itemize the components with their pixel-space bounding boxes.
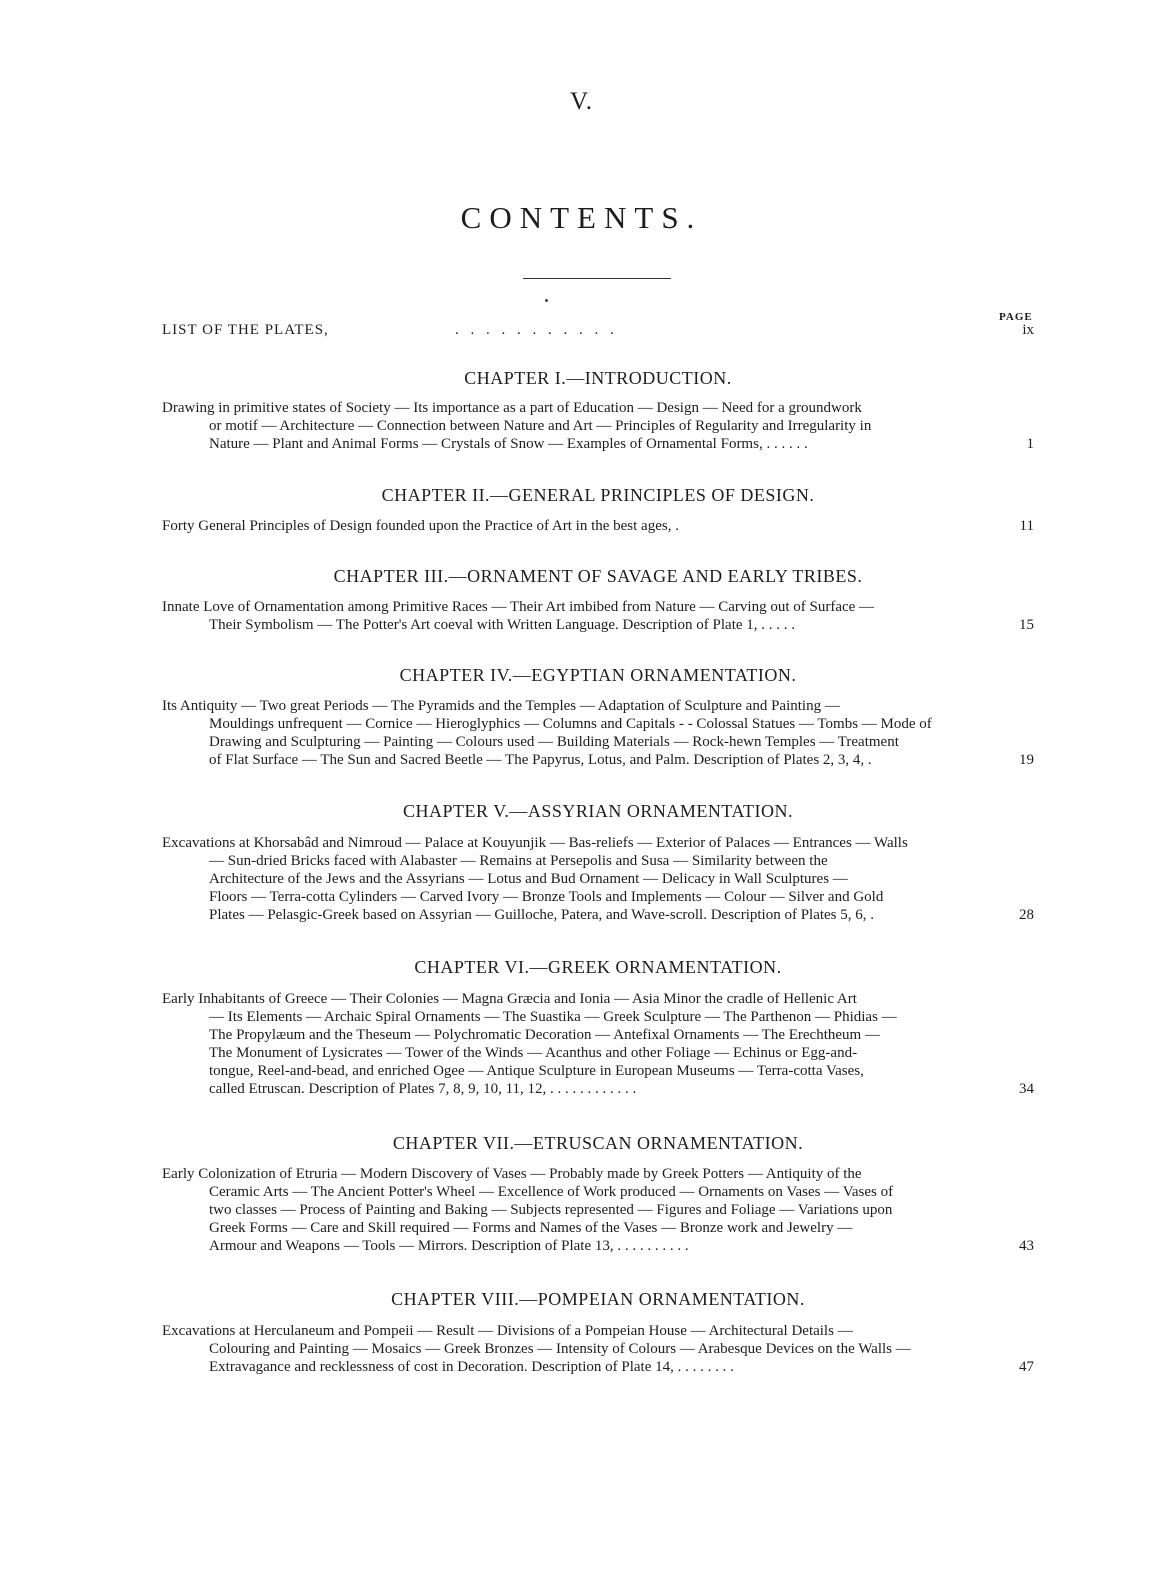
entry-line: The Propylæum and the Theseum — Polychromatic Decoration — Antefixal Ornaments — The Erechtheum — bbox=[209, 1027, 880, 1043]
entry-line: Innate Love of Ornamentation among Primitive Races — Their Art imbibed from Nature — Carving out of Surface — bbox=[162, 599, 875, 615]
entry-page-number: 43 bbox=[1019, 1238, 1034, 1254]
ornament-dot bbox=[545, 299, 548, 302]
entry-line: two classes — Process of Painting and Baking — Subjects represented — Figures and Foliage — Variations upon bbox=[209, 1202, 893, 1218]
entry-page-number: 28 bbox=[1019, 907, 1034, 923]
chapter-heading: CHAPTER VI.—GREEK ORNAMENTATION. bbox=[414, 957, 782, 977]
chapter-heading: CHAPTER IV.—EGYPTIAN ORNAMENTATION. bbox=[399, 665, 797, 685]
chapter-entry bbox=[162, 399, 1034, 453]
chapter-entry bbox=[162, 517, 1034, 535]
chapter-heading: CHAPTER V.—ASSYRIAN ORNAMENTATION. bbox=[403, 801, 793, 821]
chapter-heading: CHAPTER VIII.—POMPEIAN ORNAMENTATION. bbox=[391, 1289, 805, 1309]
chapter-entry bbox=[162, 1322, 1034, 1376]
page-column-label: PAGE bbox=[999, 311, 1033, 323]
entry-line: Floors — Terra-cotta Cylinders — Carved Ivory — Bronze Tools and Implements — Colour — Silver and Gold bbox=[209, 889, 884, 905]
page-title: CONTENTS. bbox=[460, 200, 703, 235]
entry-line: Mouldings unfrequent — Cornice — Hieroglyphics — Columns and Capitals - - Colossal Statues — Tombs — Mode of bbox=[209, 716, 932, 732]
entry-line: Plates — Pelasgic-Greek based on Assyrian — Guilloche, Patera, and Wave-scroll. Description of Plates 5, 6, . bbox=[209, 907, 875, 923]
entry-page-number: 11 bbox=[1019, 518, 1034, 534]
entry-line: of Flat Surface — The Sun and Sacred Beetle — The Papyrus, Lotus, and Palm. Description of Plates 2, 3, 4, . bbox=[209, 752, 872, 768]
entry-line: Early Colonization of Etruria — Modern Discovery of Vases — Probably made by Greek Potters — Antiquity of the bbox=[162, 1166, 862, 1182]
entry-line: Colouring and Painting — Mosaics — Greek Bronzes — Intensity of Colours — Arabesque Devices on the Walls — bbox=[209, 1341, 911, 1357]
list-of-plates-leader: . . . . . . . . . . . bbox=[455, 322, 618, 338]
entry-line: Its Antiquity — Two great Periods — The Pyramids and the Temples — Adaptation of Sculpture and Painting — bbox=[162, 698, 840, 714]
entry-line: Forty General Principles of Design founded upon the Practice of Art in the best ages, . bbox=[162, 518, 679, 534]
chapter-heading: CHAPTER III.—ORNAMENT OF SAVAGE AND EARLY TRIBES. bbox=[333, 566, 863, 586]
entry-line: Drawing and Sculpturing — Painting — Colours used — Building Materials — Rock-hewn Temples — Treatment bbox=[209, 734, 899, 750]
entry-line: Extravagance and recklessness of cost in Decoration. Description of Plate 14, . . . . . . . . bbox=[209, 1359, 734, 1375]
chapter-heading: CHAPTER VII.—ETRUSCAN ORNAMENTATION. bbox=[392, 1133, 804, 1153]
entry-line: Excavations at Herculaneum and Pompeii — Result — Divisions of a Pompeian House — Architectural Details — bbox=[162, 1323, 853, 1339]
entry-line: Excavations at Khorsabâd and Nimroud — Palace at Kouyunjik — Bas-reliefs — Exterior of Palaces — Entrances — Walls bbox=[162, 835, 908, 851]
entry-line: or motif — Architecture — Connection between Nature and Art — Principles of Regularity and Irregularity in bbox=[209, 418, 872, 434]
entry-page-number: 15 bbox=[1019, 617, 1034, 633]
title-rule bbox=[523, 278, 671, 279]
entry-line: Their Symbolism — The Potter's Art coeval with Written Language. Description of Plate 1, . . . . . bbox=[209, 617, 796, 633]
chapter-entry bbox=[162, 598, 1034, 634]
entry-page-number: 1 bbox=[1026, 436, 1034, 452]
page-number: V. bbox=[569, 88, 594, 115]
entry-line: — Its Elements — Archaic Spiral Ornaments — The Suastika — Greek Sculpture — The Parthenon — Phidias — bbox=[209, 1009, 897, 1025]
entry-page-number: 47 bbox=[1019, 1359, 1034, 1375]
entry-page-number: 19 bbox=[1019, 752, 1034, 768]
chapter-heading: CHAPTER II.—GENERAL PRINCIPLES OF DESIGN. bbox=[381, 485, 815, 505]
entry-line: tongue, Reel-and-bead, and enriched Ogee — Antique Sculpture in European Museums — Terra-cotta Vases, bbox=[209, 1063, 864, 1079]
entry-line: — Sun-dried Bricks faced with Alabaster — Remains at Persepolis and Susa — Similarity between the bbox=[209, 853, 828, 869]
entry-line: Nature — Plant and Animal Forms — Crystals of Snow — Examples of Ornamental Forms, . . . . . . bbox=[209, 436, 808, 452]
chapter-heading: CHAPTER I.—INTRODUCTION. bbox=[464, 368, 732, 388]
list-of-plates-page: ix bbox=[1022, 322, 1034, 338]
entry-line: Early Inhabitants of Greece — Their Colonies — Magna Græcia and Ionia — Asia Minor the cradle of Hellenic Art bbox=[162, 991, 857, 1007]
entry-line: Ceramic Arts — The Ancient Potter's Wheel — Excellence of Work produced — Ornaments on Vases — Vases of bbox=[209, 1184, 894, 1200]
chapter-entry bbox=[162, 697, 1034, 769]
chapter-entry bbox=[162, 990, 1034, 1098]
entry-page-number: 34 bbox=[1019, 1081, 1034, 1097]
list-of-plates-label: LIST OF THE PLATES, bbox=[162, 322, 329, 338]
entry-line: The Monument of Lysicrates — Tower of the Winds — Acanthus and other Foliage — Echinus or Egg-and- bbox=[209, 1045, 858, 1061]
chapter-entry bbox=[162, 1165, 1034, 1255]
chapter-entry bbox=[162, 834, 1034, 924]
entry-line: Architecture of the Jews and the Assyrians — Lotus and Bud Ornament — Delicacy in Wall Sculptures — bbox=[209, 871, 848, 887]
entry-line: called Etruscan. Description of Plates 7, 8, 9, 10, 11, 12, . . . . . . . . . . . . bbox=[209, 1081, 637, 1097]
entry-line: Drawing in primitive states of Society — Its importance as a part of Education — Design — Need for a groundwork bbox=[162, 400, 862, 416]
entry-line: Greek Forms — Care and Skill required — Forms and Names of the Vases — Bronze work and Jewelry — bbox=[209, 1220, 853, 1236]
entry-line: Armour and Weapons — Tools — Mirrors. Description of Plate 13, . . . . . . . . . . bbox=[209, 1238, 689, 1254]
